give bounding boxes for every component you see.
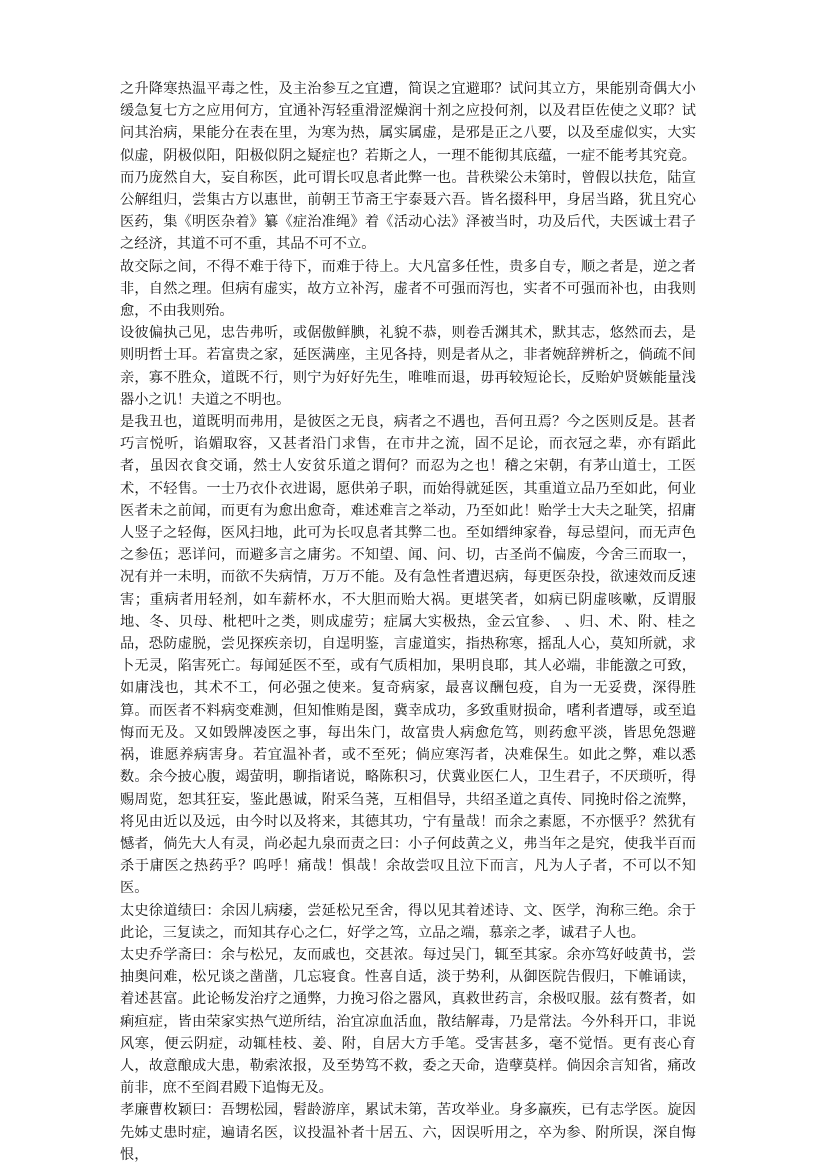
paragraph: 设彼偏执己见，忠告弗听，或倨傲鲜腆，礼貌不恭，则卷舌渊其术，默其志，悠然而去，是则明哲士耳。若富贵之家，延医满座，主见各持，则是者从之，非者婉辞辨析之，倘疏不间亲，寡不胜众，道既不行，则宁为好好先生，唯唯而退，毋再较短论长，反贻妒贤嫉能量浅器小之讥！夫道之不明也。: [120, 325, 696, 408]
paragraph: 太史徐道绩曰：余因儿病痿，尝延松兄至舍，得以见其着述诗、文、医学，洵称三绝。余于此论，三复读之，而知其存心之仁，好学之笃，立品之端，慕亲之孝，诚君子人也。: [120, 902, 696, 941]
paragraph: 太史乔学斋曰：余与松兄，友而戚也，交甚浓。每过吴门，辄至其家。余亦笃好岐黄书，尝抽奥问难，松兄谈之凿凿，几忘寝食。性喜自适，淡于势利，从御医院告假归，下帷诵读，着述甚富。此论畅发治疗之通弊，力挽习俗之嚣风，真救世药言，余极叹服。兹有赘者，如痢疸症，皆由荣家实热气逆所结，治宜凉血活血，散结解毒，乃是常法。今外科开口，非说风寒，便云阴症，动辄桂枝、姜、附，自居大方手笔。受害甚多，毫不觉悟。更有丧心育人，故意酿成大患，勒索浓报，及至势笃不救，委之天命，造孽莫样。倘因余言知省，痛改前非，庶不至阎君殿下追悔无及。: [120, 946, 696, 1097]
paragraph: 之升降寒热温平毒之性，及主治参互之宜遭，简误之宜避耶？试问其立方，果能别奇偶大小缓急复七方之应用何方，宜通补泻轻重滑涩燥润十剂之应投何剂，以及君臣佐使之义耶？试问其治病，果能分在表在里，为寒为热，属实属虚，是邪是正之八要，以及至虚似实，大实似虚，阴极似阳，阳极似阴之疑症也？若斯之人，一理不能彻其底蕴，一症不能考其究竟。而乃庞然自大，妄自称医，此可谓长叹息者此弊一也。昔秩梁公未第时，曾假以扶危，陆宣公解组归，尝集古方以惠世，前朝王节斋王宇泰聂六吾。皆名掇科甲，身居当路，犹且究心医药，集《明医杂着》纂《症治准绳》着《活动心法》泽被当时，功及后代，夫医诚士君子之经济，其道不可不重，其品不可不立。: [120, 81, 696, 253]
paragraph: 孝廉曹枚颖曰：吾甥松园，髫龄游庠，累试未第，苦攻举业。身多羸疾，已有志学医。旋因先姊丈患时症，遍请名医，议投温补者十居五、六，因误听用之，卒为参、附所误，深自悔恨，: [120, 1102, 696, 1163]
paragraph: 是我丑也，道既明而弗用，是彼医之无良，病者之不遇也，吾何丑焉？今之医则反是。甚者巧言悦听，谄媚取容，又甚者沿门求售，在市井之流，固不足论，而衣冠之辈，亦有蹈此者，虽因衣食交诵，然士人安贫乐道之谓何？而忍为之也！稽之宋朝，有茅山道士，工医术，不轻售。一士乃衣仆衣进谒，愿供弟子职，而始得就延医，其重道立品乃至如此，何业医者未之前闻，而更有为愈出愈奇，难述难言之举动，乃至如此！贻学士大夫之耻笑，招庸人竖子之轻侮，医风扫地，此可为长叹息者其弊二也。至如缙绅家眷，每忌望问，而无声色之参伍；恶详问，而避多言之庸劣。不知望、闻、问、切，古圣尚不偏废，今舍三而取一，况有并一未明，而欲不失病情，万万不能。及有急性者遭迟病，每更医杂投，欲速效而反速害；重病者用轻剂，如车薪杯水，不大胆而贻大祸。更堪笑者，如病已阴虚咳嗽，反谓服地、冬、贝母、枇杷叶之类，则成虚劳；症属大实极热，金云宜参、 、归、术、附、桂之品，恐防虚脱，尝见探疾亲切，自逞明鉴，言虚道实，指热称寒，摇乱人心，莫知所就，求卜无灵，陷害死亡。每闻延医不至，或有气质相加，果明良耶，其人必端，非能激之可致，如庸浅也，其术不工，何必强之使来。复奇病家，最喜议酬包疫，自为一无妥费，深得胜算。而医者不料病变难测，但知惟贿是图，冀幸成功，多致重财损命，嗜利者遭辱，或至追悔而无及。又如毁牌凌医之事，每出朱门，故富贵人病愈危笃，则药愈平淡，皆思免怨避祸，谁愿养病害身。若宜温补者，或不至死；倘应寒泻者，决难保生。如此之弊，难以悉数。余今披心腹，竭萤明，聊指诸说，略陈积习，伏冀业医仁人，卫生君子，不厌琐听，得赐周览，恕其狂妄，鉴此愚诚，附采刍荛，互相倡导，共绍圣道之真传、同挽时俗之流弊，将见由近以及远，由今时以及将来，其德其功，宁有量哉！而余之素愿，不亦惬乎？然犹有憾者，倘先大人有灵，尚必起九泉而责之曰：小子何歧黄之义，弗当年之是究，使我半百而杀于庸医之热药乎？呜呼！痛哉！惧哉！余故尝叹且泣下而言，凡为人子者，不可以不知医。: [120, 414, 696, 897]
document-page: [120, 78, 696, 1166]
paragraph: 故交际之间，不得不难于待下，而难于待上。大凡富多任性，贵多自专，顺之者是，逆之者非，自然之理。但病有虚实，故方立补泻，虚者不可强而泻也，实者不可强而补也，由我则愈，不由我则殆。: [120, 258, 696, 320]
